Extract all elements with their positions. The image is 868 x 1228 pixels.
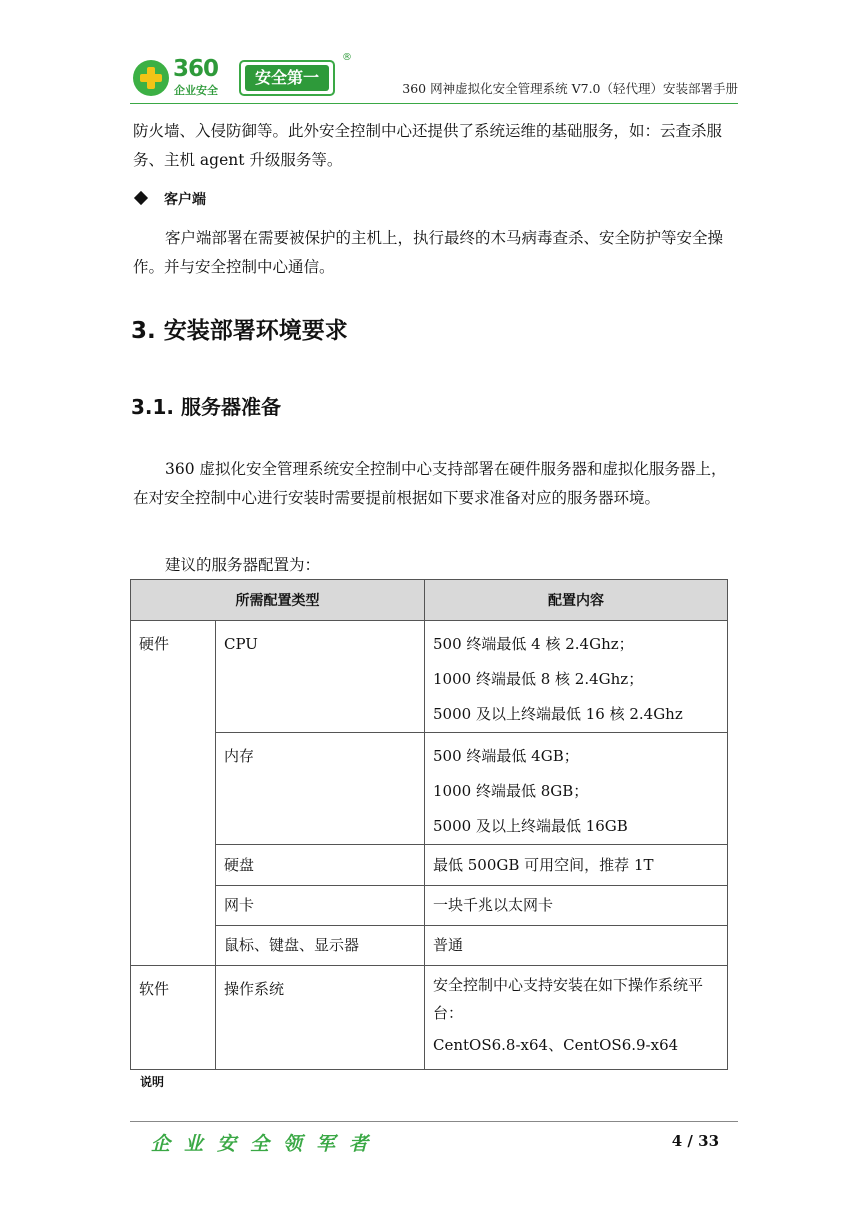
page-number: 4 / 33 bbox=[671, 1132, 719, 1150]
heading-section-3: 3. 安装部署环境要求 bbox=[131, 318, 348, 344]
header-divider bbox=[130, 103, 738, 104]
company-logo bbox=[133, 52, 352, 100]
content-line: 一块千兆以太网卡 bbox=[433, 896, 554, 914]
server-config-table bbox=[130, 579, 728, 1070]
paragraph-client: 客户端部署在需要被保护的主机上，执行最终的木马病毒查杀、安全防护等安全操作。并与安全控制中心通信。 bbox=[133, 229, 724, 276]
content-line: 500 终端最低 4GB； bbox=[433, 747, 579, 765]
document-title: 360 网神虚拟化安全管理系统 V7.0（轻代理）安装部署手册 bbox=[402, 81, 738, 96]
table-row bbox=[131, 845, 728, 886]
content-cell bbox=[425, 886, 728, 926]
note-label: 说明 bbox=[140, 1075, 165, 1089]
content-line: 500 终端最低 4 核 2.4Ghz； bbox=[433, 635, 634, 653]
logo-subtext: 企业安全 bbox=[174, 84, 218, 97]
table-row bbox=[131, 733, 728, 845]
paragraph-recommend: 建议的服务器配置为： bbox=[165, 556, 321, 574]
table-row bbox=[131, 886, 728, 926]
paragraph-server-prep: 360 虚拟化安全管理系统安全控制中心支持部署在硬件服务器和虚拟化服务器上，在对安全控制中心进行安装时需要提前根据如下要求准备对应的服务器环境。 bbox=[133, 460, 727, 507]
content-line: 最低 500GB 可用空间，推荐 1T bbox=[433, 856, 654, 874]
content-line: CentOS6.8-x64、CentOS6.9-x64 bbox=[433, 1036, 679, 1054]
content-line: 5000 及以上终端最低 16GB bbox=[433, 817, 628, 835]
content-cell bbox=[425, 926, 728, 966]
content-cell bbox=[425, 733, 728, 845]
content-line: 1000 终端最低 8GB； bbox=[433, 782, 589, 800]
plus-icon bbox=[133, 60, 169, 96]
logo-text: 360 bbox=[173, 56, 219, 82]
paragraph-services: 防火墙、入侵防御等。此外安全控制中心还提供了系统运维的基础服务，如：云查杀服务、主机 agent 升级服务等。 bbox=[133, 122, 723, 169]
content-cell bbox=[425, 845, 728, 886]
table-header-row bbox=[131, 580, 728, 621]
logo-slogan-box bbox=[239, 60, 335, 96]
category-software: 软件 bbox=[131, 966, 216, 1070]
bullet-label: 客户端 bbox=[164, 192, 206, 208]
content-line: 安全控制中心支持安装在如下操作系统平台： bbox=[433, 976, 704, 1022]
content-cell bbox=[425, 966, 728, 1070]
bullet-client bbox=[133, 187, 206, 212]
item-cell: 内存 bbox=[216, 733, 425, 845]
header-config-content: 配置内容 bbox=[425, 580, 728, 621]
table-row bbox=[131, 926, 728, 966]
content-cell bbox=[425, 621, 728, 733]
item-cell: CPU bbox=[216, 621, 425, 733]
category-hardware: 硬件 bbox=[131, 621, 216, 966]
item-cell: 硬盘 bbox=[216, 845, 425, 886]
item-cell: 网卡 bbox=[216, 886, 425, 926]
item-cell: 鼠标、键盘、显示器 bbox=[216, 926, 425, 966]
header-config-type: 所需配置类型 bbox=[131, 580, 425, 621]
content-line: 5000 及以上终端最低 16 核 2.4Ghz bbox=[433, 705, 683, 723]
table-row bbox=[131, 621, 728, 733]
logo-slogan: 安全第一 bbox=[245, 65, 329, 91]
diamond-bullet-icon bbox=[134, 191, 148, 205]
content-line: 1000 终端最低 8 核 2.4Ghz； bbox=[433, 670, 644, 688]
table-row bbox=[131, 966, 728, 1070]
footer-slogan: 企业安全领军者 bbox=[151, 1133, 383, 1155]
registered-mark: ® bbox=[342, 52, 352, 63]
content-line: 普通 bbox=[433, 936, 464, 954]
heading-section-3-1: 3.1. 服务器准备 bbox=[131, 395, 281, 419]
footer-divider bbox=[130, 1121, 738, 1122]
item-cell: 操作系统 bbox=[216, 966, 425, 1070]
